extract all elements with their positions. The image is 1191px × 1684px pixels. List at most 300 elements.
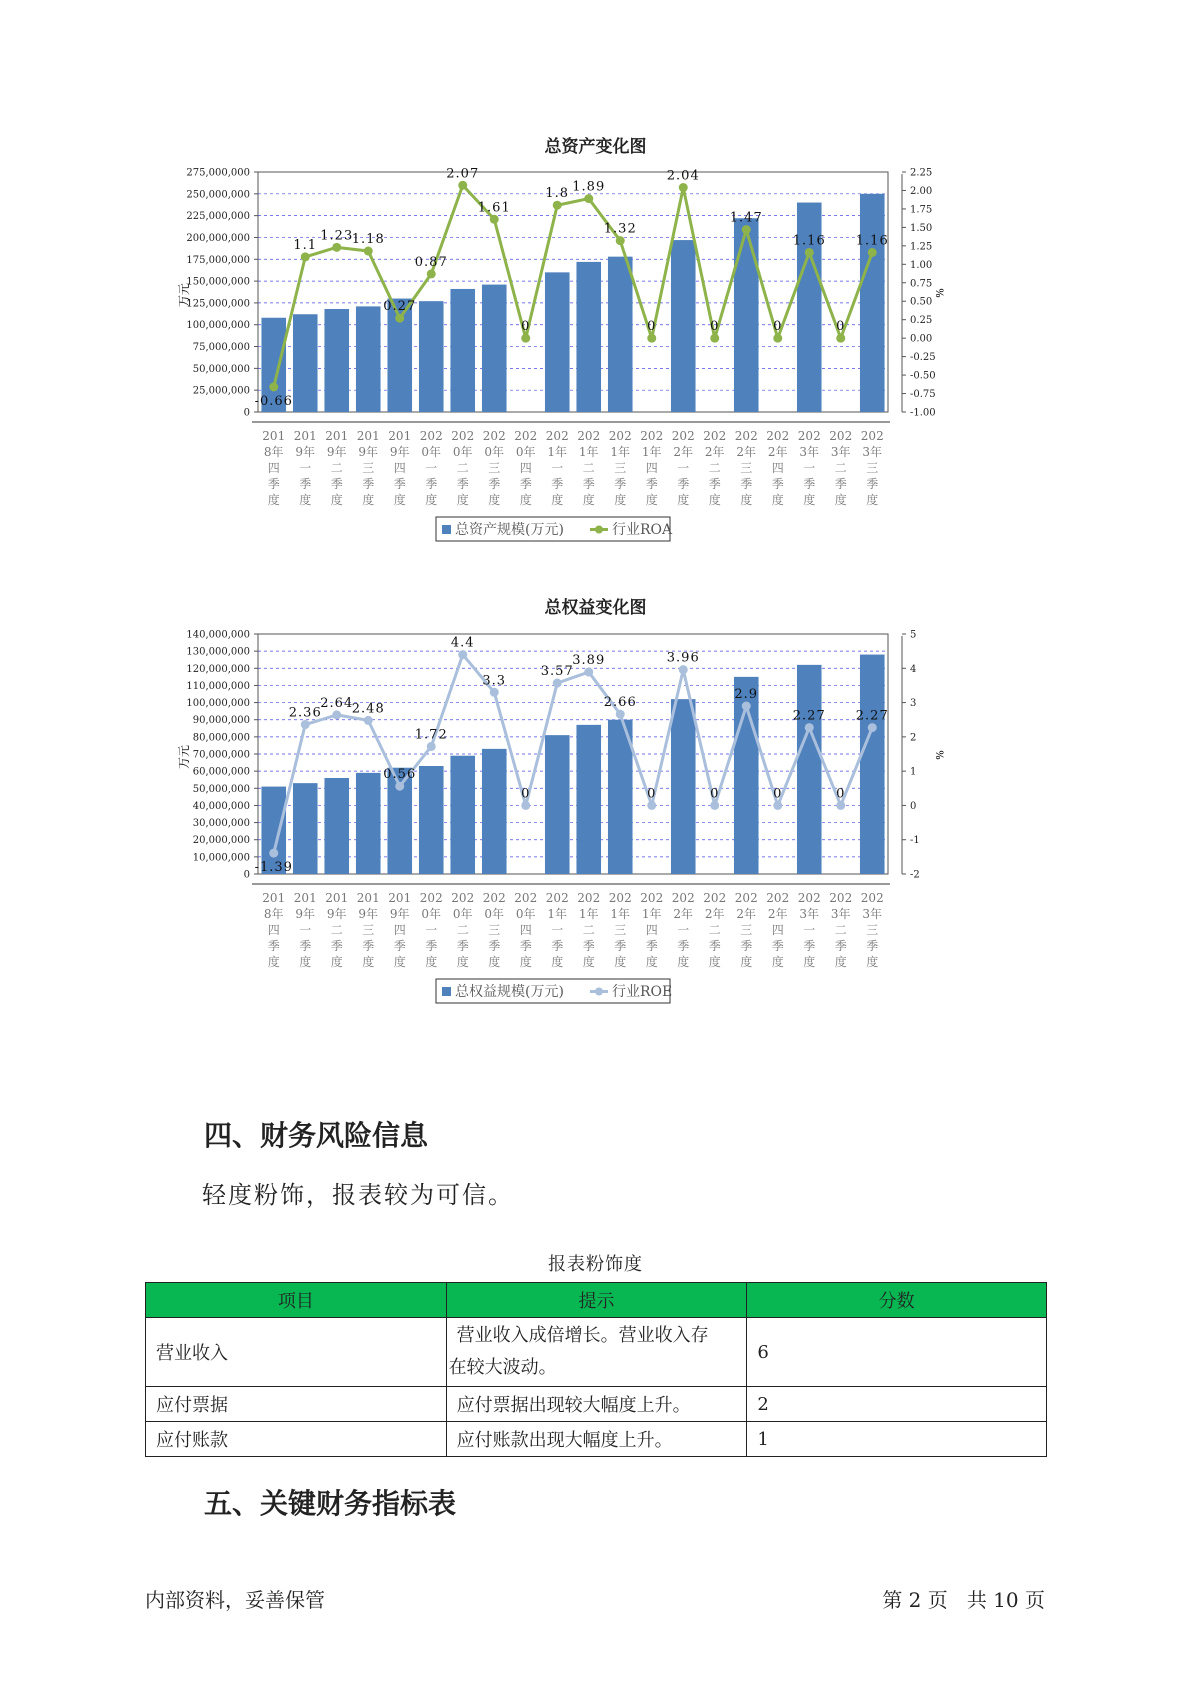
assets-xtick-label: 度 — [393, 493, 406, 507]
equity-ytick-right-label: 2 — [910, 732, 917, 744]
equity-bar — [576, 725, 601, 874]
assets-xtick-label: 季 — [330, 477, 343, 491]
assets-xtick-label: 季 — [299, 477, 312, 491]
equity-data-label: 0.56 — [383, 767, 417, 783]
equity-ytick-right-label: 1 — [910, 766, 917, 778]
equity-xtick-label: 202 — [608, 891, 632, 905]
equity-xtick-label: 201 — [262, 891, 286, 905]
equity-point — [521, 801, 530, 810]
equity-point — [364, 716, 373, 725]
assets-xtick-label: 201 — [293, 429, 317, 443]
equity-xtick-label: 1年 — [610, 907, 631, 921]
equity-xtick-label: 三 — [362, 923, 375, 937]
footer-left: 内部资料，妥善保管 — [145, 1588, 325, 1612]
equity-data-label: 2.48 — [351, 701, 385, 717]
equity-xtick-label: 202 — [451, 891, 475, 905]
equity-xtick-label: 三 — [866, 923, 879, 937]
equity-data-label: 0 — [710, 786, 720, 802]
table-row — [146, 1422, 1047, 1457]
assets-xtick-label: 季 — [803, 477, 816, 491]
assets-data-label: 1.23 — [320, 228, 354, 244]
assets-data-label: 2.04 — [666, 168, 700, 184]
assets-xtick-label: 度 — [677, 493, 690, 507]
assets-ytick-right-label: -0.75 — [910, 389, 936, 401]
assets-xtick-label: 季 — [456, 477, 469, 491]
assets-xtick-label: 202 — [451, 429, 475, 443]
assets-ytick-right-label: 1.25 — [910, 241, 933, 253]
assets-xtick-label: 一 — [677, 461, 690, 475]
row-score: 2 — [747, 1387, 1047, 1422]
assets-xtick-label: 202 — [766, 429, 790, 443]
assets-point — [647, 334, 656, 343]
assets-xtick-label: 0年 — [515, 445, 536, 459]
equity-xtick-label: 季 — [866, 939, 879, 953]
equity-bar — [545, 735, 570, 874]
col-header-item: 项目 — [146, 1283, 447, 1318]
assets-point — [553, 201, 562, 210]
assets-point — [395, 314, 404, 323]
assets-xtick-label: 9年 — [389, 445, 410, 459]
equity-xtick-label: 度 — [834, 955, 847, 969]
assets-y-right-label: % — [933, 288, 944, 298]
equity-point — [332, 710, 341, 719]
row-hint: 应付票据出现较大幅度上升。 — [446, 1387, 747, 1422]
assets-bar — [860, 194, 885, 412]
equity-xtick-label: 季 — [456, 939, 469, 953]
assets-xtick-label: 9年 — [358, 445, 379, 459]
equity-xtick-label: 四 — [393, 923, 406, 937]
assets-data-label: 0.87 — [414, 254, 448, 270]
assets-xtick-label: 四 — [267, 461, 280, 475]
equity-xtick-label: 9年 — [389, 907, 410, 921]
assets-ytick-label: 125,000,000 — [186, 298, 250, 310]
equity-xtick-label: 季 — [362, 939, 375, 953]
assets-point — [616, 236, 625, 245]
assets-xtick-label: 二 — [456, 461, 469, 475]
assets-xtick-label: 度 — [834, 493, 847, 507]
assets-point — [521, 334, 530, 343]
assets-xtick-label: 202 — [671, 429, 695, 443]
assets-point — [773, 334, 782, 343]
equity-xtick-label: 度 — [519, 955, 532, 969]
equity-legend-bar-label: 总权益规模(万元) — [455, 984, 564, 1000]
assets-point — [269, 382, 278, 391]
equity-data-label: 2.9 — [734, 687, 759, 702]
equity-xtick-label: 二 — [708, 923, 721, 937]
equity-xtick-label: 一 — [299, 923, 312, 937]
equity-chart-title: 总权益变化图 — [544, 598, 647, 618]
section4-heading: 四、财务风险信息 — [204, 1119, 429, 1152]
row-item: 营业收入 — [146, 1318, 447, 1387]
row-hint: 应付账款出现大幅度上升。 — [446, 1422, 747, 1457]
equity-xtick-label: 202 — [545, 891, 569, 905]
assets-data-label: 0.27 — [383, 299, 417, 315]
equity-xtick-label: 9年 — [295, 907, 316, 921]
equity-ytick-right-label: 0 — [910, 800, 917, 812]
equity-xtick-label: 季 — [708, 939, 721, 953]
equity-point — [710, 801, 719, 810]
equity-ytick-label: 30,000,000 — [192, 818, 250, 830]
assets-xtick-label: 201 — [388, 429, 412, 443]
assets-xtick-label: 一 — [299, 461, 312, 475]
equity-ytick-label: 20,000,000 — [192, 835, 250, 847]
assets-y-left-label: 万元 — [177, 282, 191, 308]
assets-xtick-label: 季 — [645, 477, 658, 491]
equity-xtick-label: 季 — [551, 939, 564, 953]
equity-xtick-label: 202 — [829, 891, 853, 905]
equity-xtick-label: 3年 — [862, 907, 883, 921]
assets-data-label: 1.89 — [572, 179, 606, 195]
assets-data-label: 1.8 — [545, 186, 570, 202]
equity-xtick-label: 季 — [582, 939, 595, 953]
assets-data-label: 0 — [836, 319, 846, 335]
equity-xtick-label: 季 — [771, 939, 784, 953]
assets-ytick-right-label: -0.50 — [910, 370, 936, 382]
table-row — [146, 1387, 1047, 1422]
assets-xtick-label: 3年 — [830, 445, 851, 459]
assets-xtick-label: 三 — [866, 461, 879, 475]
equity-xtick-label: 一 — [425, 923, 438, 937]
assets-ytick-right-label: 0.25 — [910, 315, 933, 327]
table-row — [146, 1318, 1047, 1387]
equity-data-label: 0 — [773, 786, 783, 802]
equity-point — [805, 723, 814, 732]
equity-xtick-label: 3年 — [830, 907, 851, 921]
equity-xtick-label: 三 — [740, 923, 753, 937]
section4-summary: 轻度粉饰，报表较为可信。 — [202, 1181, 514, 1209]
assets-ytick-right-label: -0.25 — [910, 352, 936, 364]
equity-bar — [671, 699, 696, 874]
equity-xtick-label: 2年 — [767, 907, 788, 921]
equity-ytick-label: 120,000,000 — [186, 663, 250, 675]
assets-xtick-label: 季 — [519, 477, 532, 491]
equity-bar — [482, 749, 507, 874]
equity-ytick-right-label: 5 — [910, 629, 917, 641]
assets-xtick-label: 三 — [488, 461, 501, 475]
equity-xtick-label: 度 — [425, 955, 438, 969]
assets-bar — [450, 289, 475, 412]
assets-ytick-right-label: 1.00 — [910, 259, 933, 271]
equity-xtick-label: 季 — [677, 939, 690, 953]
equity-point — [616, 710, 625, 719]
row-hint-line1: 营业收入成倍增长。营业收入存 — [456, 1325, 709, 1346]
assets-point — [584, 194, 593, 203]
assets-point — [301, 252, 310, 261]
assets-ytick-label: 225,000,000 — [186, 211, 250, 223]
assets-xtick-label: 2年 — [704, 445, 725, 459]
assets-xtick-label: 季 — [677, 477, 690, 491]
assets-xtick-label: 0年 — [484, 445, 505, 459]
assets-xtick-label: 度 — [803, 493, 816, 507]
equity-point — [490, 688, 499, 697]
assets-xtick-label: 2年 — [767, 445, 788, 459]
equity-xtick-label: 度 — [645, 955, 658, 969]
assets-xtick-label: 二 — [708, 461, 721, 475]
equity-data-label: 2.27 — [855, 708, 889, 724]
equity-ytick-label: 110,000,000 — [186, 680, 250, 692]
assets-point — [427, 269, 436, 278]
row-hint-line2: 在较大波动。 — [448, 1357, 557, 1378]
assets-xtick-label: 0年 — [452, 445, 473, 459]
risk-table — [145, 1282, 1047, 1457]
equity-xtick-label: 1年 — [641, 907, 662, 921]
assets-bar — [671, 240, 696, 412]
assets-ytick-right-label: 1.75 — [910, 204, 933, 216]
assets-ytick-right-label: 0.75 — [910, 278, 933, 290]
equity-xtick-label: 度 — [866, 955, 879, 969]
equity-point — [458, 650, 467, 659]
col-header-score: 分数 — [747, 1283, 1047, 1318]
assets-bar — [608, 257, 633, 412]
equity-xtick-label: 0年 — [484, 907, 505, 921]
footer-page-number: 第 2 页 共 10 页 — [882, 1588, 1045, 1612]
assets-chart — [160, 165, 960, 585]
equity-bar — [860, 655, 885, 874]
equity-ytick-label: 100,000,000 — [186, 698, 250, 710]
assets-xtick-label: 度 — [582, 493, 595, 507]
equity-point — [395, 782, 404, 791]
assets-xtick-label: 3年 — [799, 445, 820, 459]
equity-data-label: 0 — [836, 786, 846, 802]
equity-ytick-right-label: -1 — [910, 835, 920, 847]
equity-xtick-label: 二 — [456, 923, 469, 937]
assets-data-label: 1.47 — [729, 210, 763, 226]
assets-bar — [545, 272, 570, 412]
equity-point — [427, 742, 436, 751]
equity-xtick-label: 度 — [267, 955, 280, 969]
assets-xtick-label: 三 — [362, 461, 375, 475]
assets-xtick-label: 度 — [456, 493, 469, 507]
equity-xtick-label: 202 — [797, 891, 821, 905]
assets-xtick-label: 度 — [267, 493, 280, 507]
assets-data-label: 1.18 — [351, 232, 385, 248]
equity-data-label: 3.96 — [666, 650, 700, 666]
assets-xtick-label: 度 — [519, 493, 532, 507]
assets-xtick-label: 202 — [860, 429, 884, 443]
equity-xtick-label: 季 — [299, 939, 312, 953]
equity-chart — [160, 627, 960, 1047]
equity-xtick-label: 度 — [299, 955, 312, 969]
assets-data-label: 1.16 — [792, 233, 826, 249]
equity-bar — [797, 665, 822, 874]
assets-bar — [576, 262, 601, 412]
assets-xtick-label: 季 — [362, 477, 375, 491]
assets-xtick-label: 9年 — [295, 445, 316, 459]
assets-data-label: 1.16 — [855, 233, 889, 249]
row-hint — [446, 1318, 747, 1387]
assets-data-label: 0 — [710, 319, 720, 335]
assets-point — [458, 181, 467, 190]
equity-xtick-label: 度 — [708, 955, 721, 969]
assets-xtick-label: 202 — [608, 429, 632, 443]
assets-xtick-label: 2年 — [736, 445, 757, 459]
assets-xtick-label: 度 — [614, 493, 627, 507]
assets-xtick-label: 四 — [771, 461, 784, 475]
equity-point — [647, 801, 656, 810]
equity-xtick-label: 季 — [425, 939, 438, 953]
equity-xtick-label: 一 — [677, 923, 690, 937]
assets-xtick-label: 季 — [488, 477, 501, 491]
equity-xtick-label: 0年 — [452, 907, 473, 921]
assets-xtick-label: 1年 — [547, 445, 568, 459]
assets-point — [742, 225, 751, 234]
equity-xtick-label: 季 — [330, 939, 343, 953]
equity-ytick-label: 130,000,000 — [186, 646, 250, 658]
assets-ytick-right-label: 2.25 — [910, 167, 933, 179]
equity-data-label: 2.27 — [792, 708, 826, 724]
assets-point — [710, 334, 719, 343]
equity-xtick-label: 季 — [645, 939, 658, 953]
equity-xtick-label: 二 — [582, 923, 595, 937]
assets-xtick-label: 0年 — [421, 445, 442, 459]
equity-xtick-label: 季 — [267, 939, 280, 953]
assets-xtick-label: 1年 — [641, 445, 662, 459]
assets-xtick-label: 度 — [488, 493, 501, 507]
assets-xtick-label: 202 — [419, 429, 443, 443]
assets-xtick-label: 季 — [267, 477, 280, 491]
equity-ytick-label: 70,000,000 — [192, 749, 250, 761]
assets-legend-bar-swatch — [442, 525, 451, 534]
equity-bar — [419, 766, 444, 874]
assets-xtick-label: 度 — [645, 493, 658, 507]
assets-bar — [419, 301, 444, 412]
equity-ytick-label: 90,000,000 — [192, 715, 250, 727]
equity-xtick-label: 三 — [614, 923, 627, 937]
equity-xtick-label: 季 — [834, 939, 847, 953]
assets-ytick-label: 25,000,000 — [192, 385, 250, 397]
equity-xtick-label: 二 — [330, 923, 343, 937]
equity-data-label: -1.39 — [254, 860, 293, 876]
equity-xtick-label: 202 — [640, 891, 664, 905]
risk-table-header-row — [146, 1283, 1047, 1318]
equity-xtick-label: 2年 — [673, 907, 694, 921]
assets-point — [490, 215, 499, 224]
col-header-hint: 提示 — [446, 1283, 747, 1318]
assets-xtick-label: 201 — [325, 429, 349, 443]
assets-xtick-label: 度 — [299, 493, 312, 507]
equity-xtick-label: 度 — [488, 955, 501, 969]
assets-xtick-label: 季 — [834, 477, 847, 491]
equity-point — [836, 801, 845, 810]
assets-xtick-label: 季 — [393, 477, 406, 491]
equity-y-left-label: 万元 — [177, 744, 191, 770]
equity-xtick-label: 季 — [488, 939, 501, 953]
assets-data-label: -0.66 — [254, 393, 293, 409]
equity-xtick-label: 季 — [393, 939, 406, 953]
equity-xtick-label: 201 — [356, 891, 380, 905]
assets-ytick-label: 75,000,000 — [192, 342, 250, 354]
assets-xtick-label: 度 — [362, 493, 375, 507]
equity-ytick-label: 140,000,000 — [186, 629, 250, 641]
assets-point — [679, 183, 688, 192]
assets-legend-line-marker — [595, 526, 603, 534]
assets-data-label: 1.32 — [603, 221, 637, 237]
equity-data-label: 1.72 — [414, 727, 448, 743]
assets-xtick-label: 四 — [519, 461, 532, 475]
assets-xtick-label: 一 — [803, 461, 816, 475]
equity-ytick-label: 0 — [243, 869, 250, 881]
assets-xtick-label: 季 — [708, 477, 721, 491]
row-item: 应付账款 — [146, 1422, 447, 1457]
equity-data-label: 2.64 — [320, 695, 354, 711]
assets-xtick-label: 度 — [866, 493, 879, 507]
assets-point — [364, 247, 373, 256]
assets-ytick-right-label: 1.50 — [910, 222, 933, 234]
assets-data-label: 1.61 — [477, 200, 511, 216]
assets-xtick-label: 202 — [640, 429, 664, 443]
equity-xtick-label: 0年 — [515, 907, 536, 921]
equity-xtick-label: 一 — [551, 923, 564, 937]
equity-xtick-label: 2年 — [704, 907, 725, 921]
equity-y-right-label: % — [933, 750, 944, 760]
equity-xtick-label: 202 — [860, 891, 884, 905]
assets-xtick-label: 四 — [393, 461, 406, 475]
equity-data-label: 3.57 — [540, 664, 574, 680]
assets-ytick-right-label: -1.00 — [910, 407, 936, 419]
assets-ytick-label: 100,000,000 — [186, 320, 250, 332]
assets-xtick-label: 二 — [582, 461, 595, 475]
assets-xtick-label: 一 — [551, 461, 564, 475]
equity-point — [868, 723, 877, 732]
row-score: 1 — [747, 1422, 1047, 1457]
equity-legend-line-label: 行业ROE — [612, 984, 673, 1000]
equity-xtick-label: 1年 — [547, 907, 568, 921]
equity-xtick-label: 度 — [614, 955, 627, 969]
assets-xtick-label: 201 — [356, 429, 380, 443]
equity-point — [584, 668, 593, 677]
equity-ytick-label: 60,000,000 — [192, 766, 250, 778]
assets-point — [332, 243, 341, 252]
assets-xtick-label: 度 — [740, 493, 753, 507]
assets-xtick-label: 三 — [740, 461, 753, 475]
equity-ytick-right-label: 4 — [910, 663, 917, 675]
equity-point — [773, 801, 782, 810]
equity-xtick-label: 202 — [766, 891, 790, 905]
equity-data-label: 0 — [647, 786, 657, 802]
equity-xtick-label: 季 — [740, 939, 753, 953]
equity-xtick-label: 201 — [325, 891, 349, 905]
equity-ytick-label: 10,000,000 — [192, 852, 250, 864]
equity-xtick-label: 202 — [703, 891, 727, 905]
equity-xtick-label: 3年 — [799, 907, 820, 921]
equity-data-label: 2.36 — [288, 705, 322, 721]
equity-data-label: 3.89 — [572, 653, 606, 669]
assets-point — [868, 248, 877, 257]
assets-ytick-right-label: 0.50 — [910, 296, 933, 308]
assets-xtick-label: 度 — [708, 493, 721, 507]
assets-data-label: 0 — [647, 319, 657, 335]
assets-xtick-label: 度 — [771, 493, 784, 507]
equity-xtick-label: 9年 — [326, 907, 347, 921]
assets-xtick-label: 9年 — [326, 445, 347, 459]
assets-xtick-label: 季 — [614, 477, 627, 491]
equity-xtick-label: 201 — [388, 891, 412, 905]
assets-xtick-label: 1年 — [578, 445, 599, 459]
equity-xtick-label: 度 — [362, 955, 375, 969]
assets-bar — [482, 285, 507, 412]
risk-table-caption: 报表粉饰度 — [548, 1254, 643, 1275]
assets-xtick-label: 度 — [330, 493, 343, 507]
assets-point — [836, 334, 845, 343]
assets-xtick-label: 季 — [582, 477, 595, 491]
equity-xtick-label: 202 — [671, 891, 695, 905]
assets-xtick-label: 四 — [645, 461, 658, 475]
section5-heading: 五、关键财务指标表 — [204, 1487, 457, 1520]
assets-xtick-label: 202 — [734, 429, 758, 443]
equity-point — [679, 665, 688, 674]
row-item: 应付票据 — [146, 1387, 447, 1422]
equity-data-label: 0 — [521, 786, 531, 802]
